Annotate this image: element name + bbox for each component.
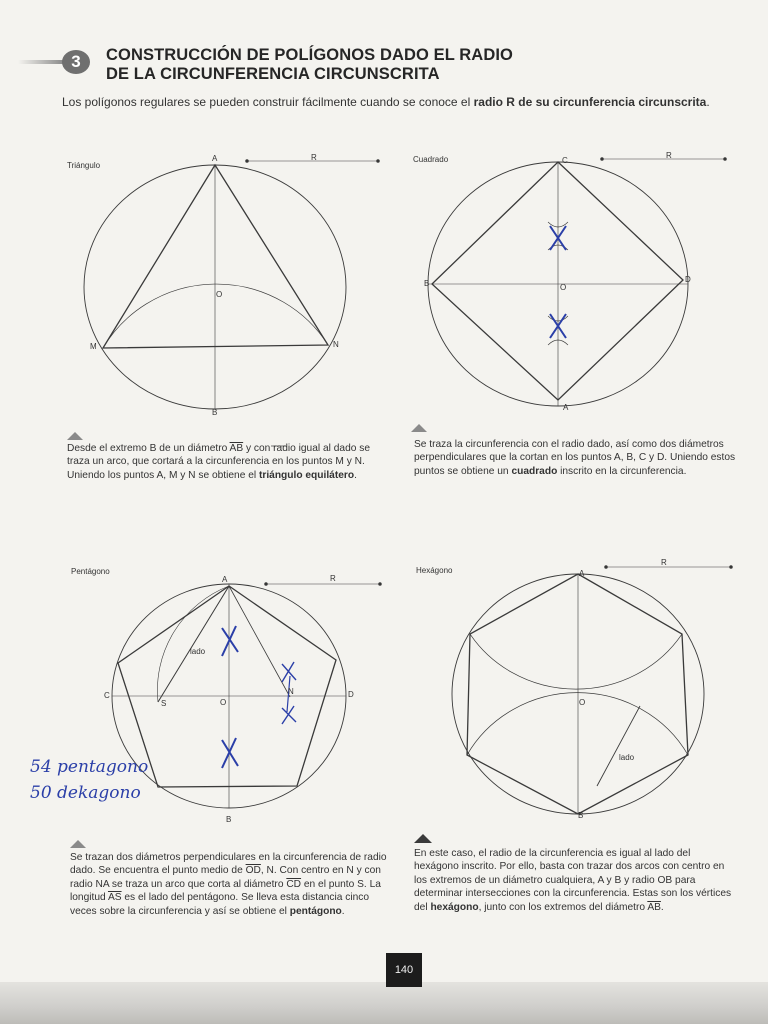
- caption-triangle-icon: [67, 432, 83, 440]
- title-line-1: CONSTRUCCIÓN DE POLÍGONOS DADO EL RADIO: [106, 46, 513, 64]
- triangle-point-n: N: [333, 340, 339, 349]
- square-point-a: A: [563, 403, 569, 412]
- pen-cross-mark: [222, 738, 238, 768]
- caption-overline-text: $\overline{AB}$: [647, 901, 661, 913]
- caption-text: En este caso, el radio de la circunferencia es igual al lado del hexágono inscrito. Por ello, basta con trazar dos arcos con centro en los extremos de un diámetro cualquiera, A y B y radio OB para determinar intersecciones con la circunferencia. Estas son los vértices del: [414, 848, 732, 913]
- triangle-point-b: B: [212, 408, 218, 417]
- pentagon-r-label: R: [330, 574, 336, 583]
- triangle-label: Triángulo: [67, 161, 101, 170]
- caption-overline-text: $\overline{CD}$: [286, 878, 302, 890]
- square-label: Cuadrado: [413, 155, 449, 164]
- pentagon-na-line: [229, 586, 290, 697]
- intro-end: .: [706, 95, 710, 109]
- pentagon-figure: [112, 583, 381, 808]
- pen-cross-mark: [222, 626, 238, 656]
- caption-triangle-icon: [70, 840, 86, 848]
- caption-bold: cuadrado: [511, 465, 558, 477]
- page-number: 140: [386, 953, 422, 987]
- hexagon-side-line: [597, 706, 640, 786]
- triangle-caption: [67, 442, 387, 482]
- pentagon-point-c: C: [104, 691, 110, 700]
- hexagon-shape: [467, 574, 688, 814]
- intro-bold: radio R de su circunferencia circunscrita: [473, 95, 707, 109]
- triangle-point-a: A: [212, 154, 218, 163]
- r-endpoint: [601, 158, 604, 161]
- pentagon-side-label: lado: [190, 647, 206, 656]
- caption-triangle-icon: [411, 424, 427, 432]
- caption-text: .: [354, 469, 357, 481]
- caption-overline-text: $\overline{AS}$: [107, 892, 122, 904]
- caption-overline-text: $\overline{AB}$: [229, 443, 244, 454]
- handwritten-note-line-1: 54 pentagono: [30, 757, 149, 777]
- pentagon-label: Pentágono: [71, 567, 110, 576]
- square-point-o: O: [560, 283, 567, 292]
- triangle-figure: [84, 160, 379, 409]
- pentagon-point-n: N: [288, 687, 294, 696]
- caption-bold: hexágono: [430, 901, 479, 913]
- title-line-2: DE LA CIRCUNFERENCIA CIRCUNSCRITA: [106, 65, 440, 83]
- caption-bold: pentágono: [289, 905, 342, 917]
- caption-text: es el lado del pentágono. Se lleva esta distancia cinco veces sobre la circunferencia y así se obtiene el: [70, 892, 370, 917]
- triangle-shape: [103, 165, 328, 348]
- caption-text: .: [341, 905, 345, 917]
- pentagon-caption: [70, 851, 390, 918]
- caption-text: Desde el extremo B de un diámetro: [67, 443, 230, 454]
- square-r-label: R: [666, 151, 672, 160]
- pentagon-point-a: A: [222, 575, 228, 584]
- triangle-point-o: O: [216, 290, 223, 299]
- hexagon-figure: [452, 566, 732, 814]
- pentagon-point-b: B: [226, 815, 232, 824]
- square-point-b: B: [424, 279, 430, 288]
- pentagon-point-o: O: [220, 698, 227, 707]
- r-endpoint: [246, 160, 249, 163]
- pen-cross-mark: [282, 662, 296, 682]
- caption-text: .: [660, 901, 664, 913]
- pen-cross-mark: [282, 706, 296, 724]
- hexagon-arc-b: [467, 693, 688, 755]
- caption-triangle-icon: [414, 834, 432, 843]
- r-endpoint: [730, 566, 733, 569]
- square-point-c: C: [562, 156, 568, 165]
- triangle-point-m: M: [90, 342, 97, 351]
- triangle-r-label: R: [311, 153, 317, 162]
- caption-text: inscrito en la circunferencia.: [557, 465, 687, 477]
- hexagon-label: Hexágono: [416, 566, 453, 575]
- pen-marks: [222, 226, 569, 768]
- hexagon-caption: [414, 847, 736, 914]
- hexagon-point-o: O: [579, 698, 586, 707]
- hexagon-side-label: lado: [619, 753, 635, 762]
- pentagon-point-s: S: [161, 699, 167, 708]
- square-caption: [414, 438, 736, 478]
- caption-text: en el punto S. La longitud: [70, 878, 381, 904]
- page-bottom-edge: [0, 982, 768, 1024]
- r-endpoint: [724, 158, 727, 161]
- hexagon-point-a: A: [579, 569, 585, 578]
- square-point-d: D: [685, 275, 691, 284]
- pentagon-point-d: D: [348, 690, 354, 699]
- r-endpoint: [377, 160, 380, 163]
- caption-text: Se traza la circunferencia con el radio dado, así como dos diámetros perpendiculares que la cortan en los puntos A, B, C y D. Uniendo estos puntos se obtiene un: [414, 439, 736, 477]
- hexagon-r-label: R: [661, 558, 667, 567]
- caption-text: , N. Con centro en N y con radio NA se traza un arco que corta al diámetro: [70, 865, 381, 890]
- caption-bold: triángulo equilátero: [258, 469, 355, 481]
- r-endpoint: [265, 583, 268, 586]
- r-endpoint: [605, 566, 608, 569]
- intro-text: Los polígonos regulares se pueden construir fácilmente cuando se conoce el: [62, 95, 474, 109]
- caption-text: y con radio igual al dado se traza un arco, que cortará a la circunferencia en los puntos M y N. Uniendo los puntos A, M y N se obtiene el: [67, 443, 370, 481]
- section-number-badge: 3: [62, 50, 90, 74]
- square-shape: [432, 162, 683, 400]
- handwritten-note-line-2: 50 dekagono: [30, 783, 141, 803]
- caption-overline-text: $\overline{OD}$: [245, 865, 261, 877]
- caption-text: , junto con los extremos del diámetro: [478, 901, 648, 913]
- caption-text: Se trazan dos diámetros perpendiculares en la circunferencia de radio dado. Se encuentra el punto medio de: [70, 852, 387, 877]
- hexagon-arc-a: [470, 634, 682, 689]
- r-endpoint: [379, 583, 382, 586]
- square-figure: [428, 158, 726, 406]
- pentagon-side-as: [158, 586, 229, 702]
- hexagon-point-b: B: [578, 811, 584, 820]
